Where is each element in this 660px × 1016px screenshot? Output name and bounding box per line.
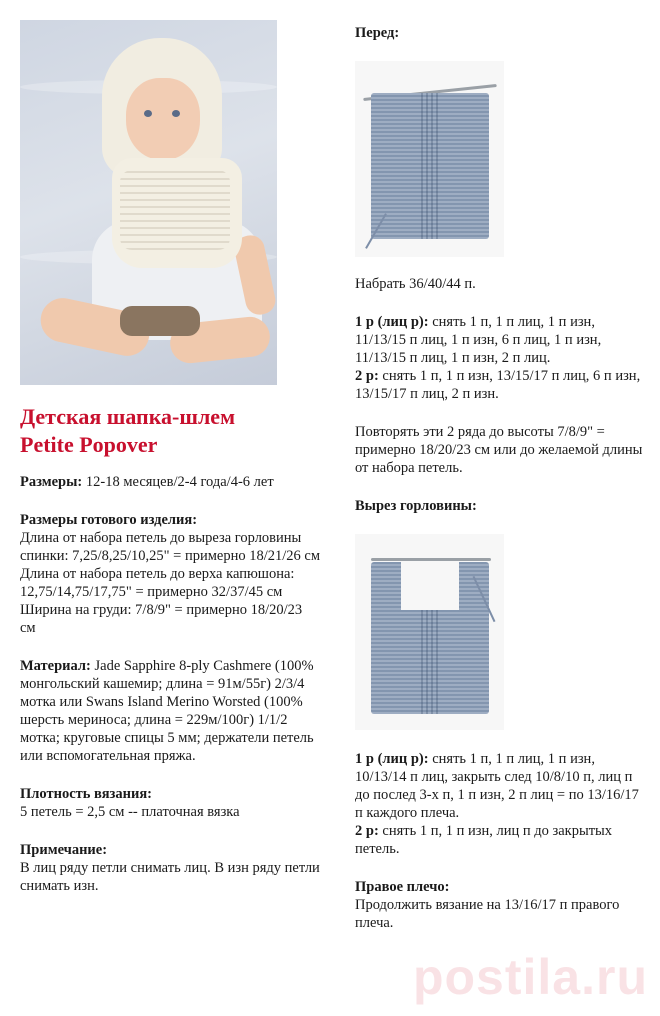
finished-sizes-section	[20, 511, 320, 637]
front-rows-section	[355, 313, 647, 403]
material-label: Материал:	[20, 658, 91, 674]
gauge-label: Плотность вязания:	[20, 786, 152, 802]
repeat-text: Повторять эти 2 ряда до высоты 7/8/9" = примерно 18/20/23 см или до желаемой длины от набора петель.	[355, 424, 643, 476]
site-watermark: postila.ru	[412, 949, 648, 1005]
row1-label: 1 р (лиц р):	[355, 314, 429, 330]
neck-row2-label: 2 р:	[355, 823, 379, 839]
finished-size-line: Длина от набора петель до выреза горловины спинки: 7,25/8,25/10,25" = примерно 18/21/26 см	[20, 530, 321, 564]
cable-pattern	[421, 93, 439, 239]
title-line: Petite Popover	[20, 432, 158, 457]
photo-eye	[172, 110, 180, 117]
row2-label: 2 р:	[355, 368, 379, 384]
note-label: Примечание:	[20, 842, 108, 858]
neck-heading: Вырез горловины:	[355, 498, 477, 514]
neck-rows-section	[355, 750, 647, 858]
left-column	[20, 20, 320, 895]
finished-sizes-label: Размеры готового изделия:	[20, 512, 198, 528]
sizes-value: 12-18 месяцев/2-4 года/4-6 лет	[82, 474, 274, 490]
neck-swatch-photo	[355, 534, 504, 730]
front-swatch-photo	[355, 61, 504, 257]
gauge-section	[20, 785, 320, 821]
note-section	[20, 841, 320, 895]
photo-eye	[144, 110, 152, 117]
finished-size-line: Ширина на груди: 7/8/9" = примерно 18/20/23 см	[20, 602, 303, 636]
cast-on-text: Набрать 36/40/44 п.	[355, 276, 476, 292]
gauge-value: 5 петель = 2,5 см -- платочная вязка	[20, 804, 240, 820]
neck-opening	[401, 562, 459, 610]
neck-row2-value: снять 1 п, 1 п изн, лиц п до закрытых петель.	[355, 823, 613, 857]
note-value: В лиц ряду петли снимать лиц. В изн ряду петли снимать изн.	[20, 860, 320, 894]
photo-shorts	[120, 306, 200, 336]
shoulder-value: Продолжить вязание на 13/16/17 п правого плеча.	[355, 897, 620, 931]
row2-value: снять 1 п, 1 п изн, 13/15/17 п лиц, 6 п изн, 13/15/17 п лиц, 2 п изн.	[355, 368, 641, 402]
shoulder-heading: Правое плечо:	[355, 879, 450, 895]
row1-value: снять 1 п, 1 п лиц, 1 п изн, 11/13/15 п лиц, 1 п изн, 6 п лиц, 1 п изн, 11/13/15 п лиц, 1 п изн, 2 п лиц.	[355, 314, 602, 366]
finished-size-line: Длина от набора петель до верха капюшона: 12,75/14,75/17,75" = примерно 32/37/45 см	[20, 566, 295, 600]
sizes-label: Размеры:	[20, 474, 83, 490]
neck-row1-value: снять 1 п, 1 п лиц, 1 п изн, 10/13/14 п лиц, закрыть след 10/8/10 п, лиц п до послед 3-х п, 1 п изн, 2 п лиц = по 13/16/17 п каждого плеча.	[355, 751, 639, 821]
right-column	[355, 20, 647, 932]
needle	[371, 558, 491, 561]
baby-photo	[20, 20, 277, 385]
title-line: Детская шапка-шлем	[20, 404, 236, 429]
knit-fabric	[371, 93, 489, 239]
material-value: Jade Sapphire 8-ply Cashmere (100% монгольский кашемир; длина = 91м/55г) 2/3/4 мотка или Swans Island Merino Worsted (100% шерсть мериноса; длина = 229м/100г) 1/1/2 мотка; круговые спицы 5 мм; держатели петель или вспомогательная пряжа.	[20, 658, 314, 764]
shoulder-section	[355, 878, 647, 932]
neck-row1-label: 1 р (лиц р):	[355, 751, 429, 767]
photo-face	[126, 78, 200, 160]
page-title	[20, 403, 320, 459]
material-section	[20, 657, 320, 765]
sizes-section	[20, 473, 320, 491]
front-heading: Перед:	[355, 25, 400, 41]
photo-scarf-texture	[120, 170, 230, 250]
